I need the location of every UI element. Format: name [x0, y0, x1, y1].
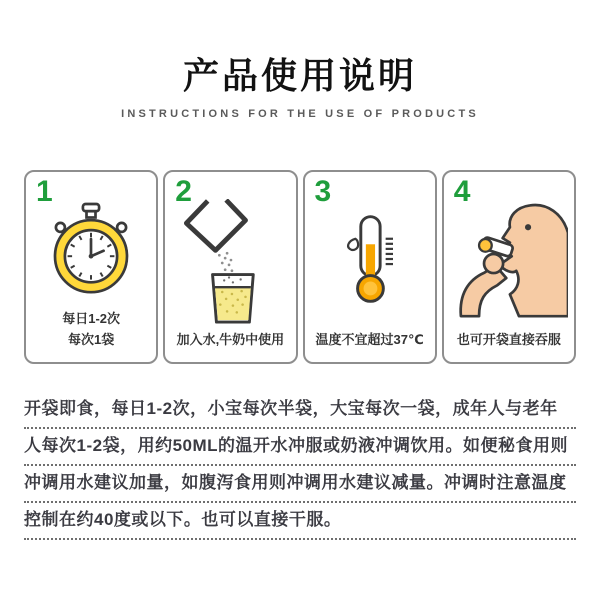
- instructions-line-4: 控制在约40度或以下。也可以直接干服。: [24, 503, 576, 540]
- instructions-line-1: 开袋即食，每日1-2次，小宝每次半袋，大宝每次一袋，成年人与老年: [24, 392, 576, 429]
- step-card-dosage: [24, 170, 158, 364]
- step-number: 4: [453, 175, 471, 208]
- step-caption: [305, 330, 435, 362]
- step-number: 1: [36, 175, 53, 208]
- instructions-line-2: 人每次1-2袋，用约50ML的温开水冲服或奶液冲调饮用。如便秘食用则: [24, 429, 576, 466]
- steps-row: [0, 170, 600, 364]
- caption-line: 也可开袋直接吞服: [456, 332, 561, 348]
- step-card-temperature: [303, 170, 437, 364]
- page-subtitle: INSTRUCTIONS FOR THE USE OF PRODUCTS: [121, 108, 479, 120]
- step-caption: [444, 330, 574, 362]
- page-title: 产品使用说明: [182, 55, 417, 96]
- caption-line: 每日1-2次: [62, 311, 121, 327]
- caption-line: 每次1袋: [68, 332, 115, 348]
- step-number: 3: [314, 175, 332, 208]
- page-header: [0, 0, 600, 120]
- caption-line: 加入水,牛奶中使用: [176, 332, 285, 348]
- step-card-direct: [442, 170, 576, 364]
- step-card-mixing: [163, 170, 297, 364]
- step-caption: [26, 309, 156, 362]
- instructions-line-3: 冲调用水建议加量，如腹泻食用则冲调用水建议减量。冲调时注意温度: [24, 466, 576, 503]
- step-number: 2: [175, 175, 192, 208]
- step-caption: [165, 330, 295, 362]
- usage-instructions: [24, 392, 576, 540]
- caption-line: 温度不宜超过37℃: [315, 332, 424, 348]
